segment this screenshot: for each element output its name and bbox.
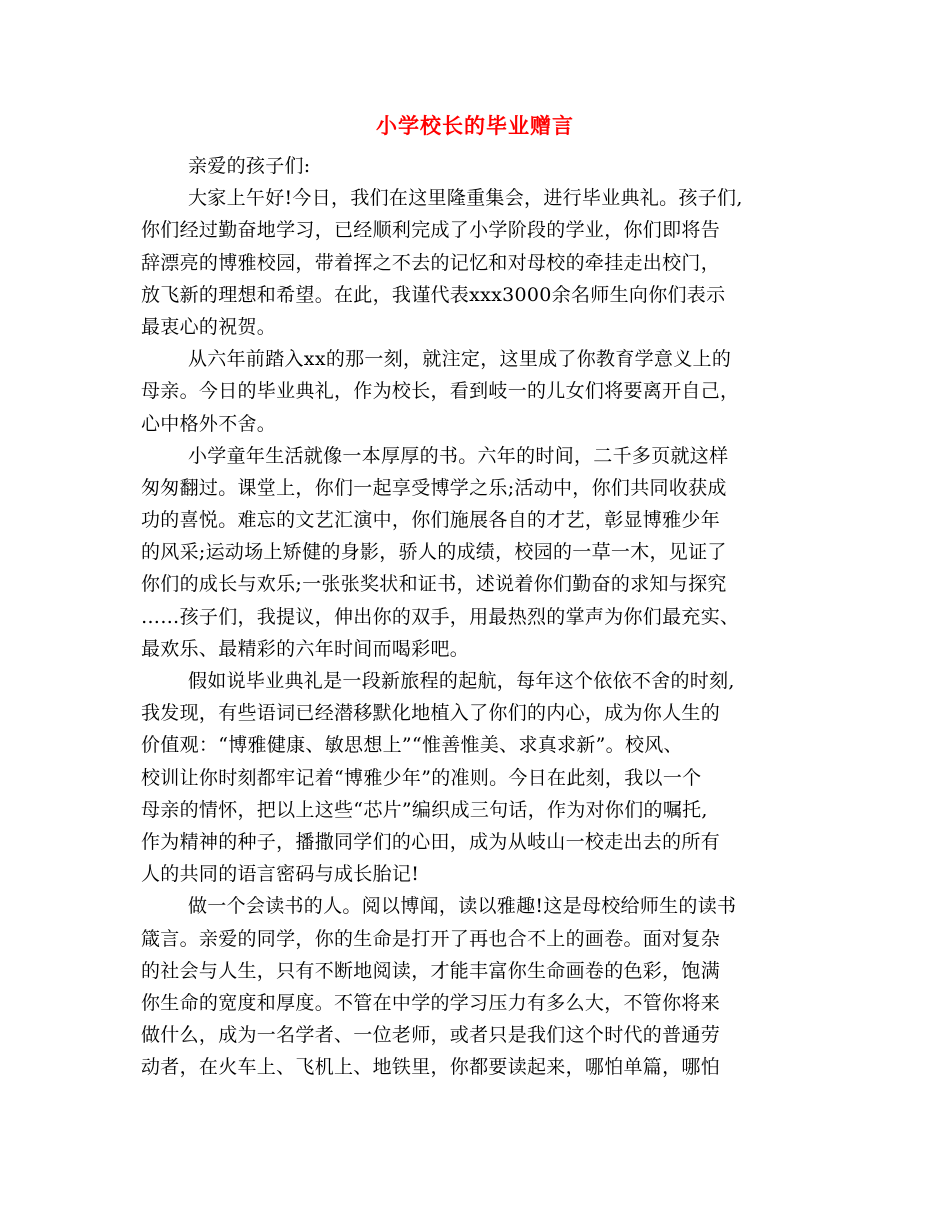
text-line: 我发现，有些语词已经潜移默化地植入了你们的内心，成为你人生的 (141, 702, 721, 725)
text-line: 动者，在火车上、飞机上、地铁里，你都要读起来，哪怕单篇，哪怕 (141, 1056, 721, 1079)
text-line: 辞漂亮的博雅校园，带着挥之不去的记忆和对母校的牵挂走出校门， (141, 251, 721, 274)
text-line: 放飞新的理想和希望。在此，我谨代表xxx3000余名师生向你们表示 (141, 283, 726, 306)
text-line: 最衷心的祝贺。 (141, 315, 277, 338)
paragraph (141, 182, 821, 343)
paragraph (141, 343, 821, 440)
text-line: 你们的成长与欢乐;一张张奖状和证书，述说着你们勤奋的求知与探究 (141, 573, 727, 596)
text-line: 匆匆翻过。课堂上，你们一起享受博学之乐;活动中，你们共同收获成 (141, 476, 727, 499)
text-line: 假如说毕业典礼是一段新旅程的起航，每年这个依依不舍的时刻, (188, 670, 735, 692)
text-line: 作为精神的种子，播撒同学们的心田，成为从岐山一校走出去的所有 (141, 830, 721, 853)
text-line: 最欢乐、最精彩的六年时间而喝彩吧。 (141, 637, 470, 660)
document-body (141, 150, 821, 1083)
page-title: 小学校长的毕业赠言 (376, 113, 574, 138)
text-line: ……孩子们，我提议，伸出你的双手，用最热烈的掌声为你们最充实、 (141, 605, 740, 628)
text-line: 大家上午好!今日，我们在这里隆重集会，进行毕业典礼。孩子们, (188, 187, 743, 210)
text-line: 做什么，成为一名学者、一位老师，或者只是我们这个时代的普通劳 (141, 1024, 721, 1047)
text-line: 从六年前踏入xx的那一刻，就注定，这里成了你教育学意义上的 (188, 348, 732, 371)
text-line: 箴言。亲爱的同学，你的生命是打开了再也合不上的画卷。面对复杂 (141, 927, 721, 950)
text-line: 你生命的宽度和厚度。不管在中学的学习压力有多么大，不管你将来 (141, 991, 721, 1014)
text-line: 的风采;运动场上矫健的身影，骄人的成绩，校园的一草一木，见证了 (141, 541, 727, 564)
paragraph (141, 890, 821, 1083)
text-line: 校训让你时刻都牢记着“博雅少年”的准则。今日在此刻，我以一个 (141, 766, 702, 789)
paragraph (141, 440, 821, 665)
text-line: 心中格外不舍。 (141, 412, 277, 435)
text-line: 的社会与人生，只有不断地阅读，才能丰富你生命画卷的色彩，饱满 (141, 959, 721, 982)
text-line: 母亲。今日的毕业典礼，作为校长，看到岐一的儿女们将要离开自己， (141, 380, 740, 403)
paragraph-list (141, 182, 821, 1083)
text-line: 你们经过勤奋地学习，已经顺利完成了小学阶段的学业，你们即将告 (141, 219, 721, 242)
text-line: 做一个会读书的人。阅以博闻，读以雅趣!这是母校给师生的读书 (188, 895, 737, 918)
text-line: 价值观：“博雅健康、敏思想上”“惟善惟美、求真求新”。校风、 (141, 734, 683, 757)
text-line: 母亲的情怀，把以上这些“芯片”编织成三句话，作为对你们的嘱托, (141, 798, 708, 821)
text-line: 小学童年生活就像一本厚厚的书。六年的时间，二千多页就这样 (188, 444, 729, 467)
text-line: 人的共同的语言密码与成长胎记! (141, 863, 420, 886)
salutation: 亲爱的孩子们: (188, 155, 311, 177)
paragraph (141, 665, 821, 890)
text-line: 功的喜悦。难忘的文艺汇演中，你们施展各自的才艺，彰显博雅少年 (141, 509, 721, 532)
